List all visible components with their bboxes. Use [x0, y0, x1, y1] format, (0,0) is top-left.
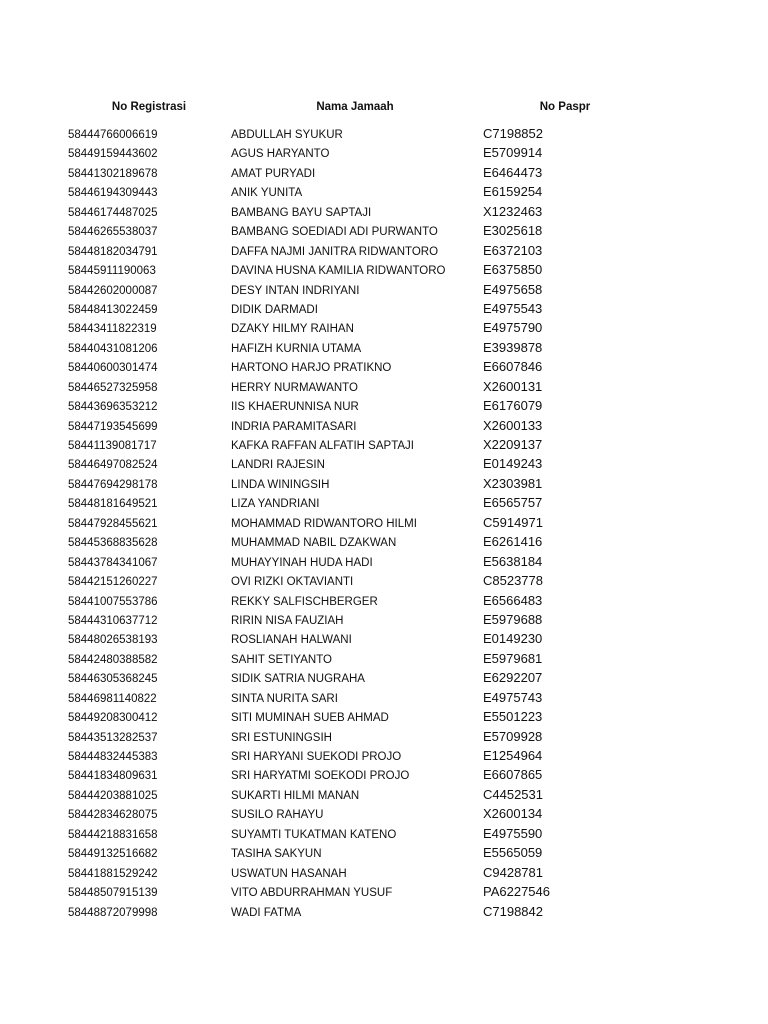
cell-nama-jamaah: AMAT PURYADI — [231, 167, 316, 180]
cell-no-registrasi: 58447694298178 — [68, 478, 158, 491]
cell-no-paspor: C7198842 — [483, 903, 543, 919]
table-row — [0, 613, 768, 632]
table-row — [0, 827, 768, 846]
cell-no-registrasi: 58441139081717 — [68, 440, 157, 452]
cell-no-paspor: E0149230 — [483, 631, 543, 647]
table-row — [0, 341, 768, 360]
cell-no-paspor: X2303981 — [483, 475, 543, 491]
cell-no-registrasi: 58443696353212 — [68, 401, 158, 414]
cell-nama-jamaah: SRI ESTUNINGSIH — [231, 731, 332, 744]
table-row — [0, 905, 768, 924]
cell-nama-jamaah: SRI HARYATMI SOEKODI PROJO — [231, 770, 410, 783]
cell-no-paspor: E4975590 — [483, 825, 543, 841]
table-row — [0, 535, 768, 554]
cell-no-paspor: PA6227546 — [483, 884, 550, 900]
cell-no-registrasi: 58448181649521 — [68, 498, 158, 511]
cell-nama-jamaah: REKKY SALFISCHBERGER — [231, 595, 378, 608]
cell-no-paspor: X1232463 — [483, 203, 543, 219]
cell-nama-jamaah: LINDA WININGSIH — [231, 478, 330, 491]
cell-nama-jamaah: OVI RIZKI OKTAVIANTI — [231, 576, 354, 589]
table-row — [0, 555, 768, 574]
table-row — [0, 807, 768, 826]
table-row — [0, 477, 768, 496]
cell-no-registrasi: 58442602000087 — [68, 284, 158, 297]
table-row — [0, 846, 768, 865]
cell-no-paspor: E6375850 — [483, 262, 543, 278]
cell-no-registrasi: 58442480388582 — [68, 653, 158, 666]
cell-nama-jamaah: ROSLIANAH HALWANI — [231, 634, 352, 647]
table-row — [0, 632, 768, 651]
cell-nama-jamaah: SUYAMTI TUKATMAN KATENO — [231, 828, 397, 841]
cell-nama-jamaah: MOHAMMAD RIDWANTORO HILMI — [231, 517, 417, 530]
table-row — [0, 652, 768, 671]
cell-no-registrasi: 58448507915139 — [68, 887, 158, 900]
cell-no-registrasi: 58446497082524 — [68, 459, 158, 472]
cell-nama-jamaah: TASIHA SAKYUN — [231, 848, 322, 861]
cell-no-paspor: E6607865 — [483, 767, 543, 783]
cell-no-registrasi: 58440431081206 — [68, 342, 158, 355]
table-row — [0, 788, 768, 807]
table-row — [0, 730, 768, 749]
table-body — [0, 127, 768, 924]
cell-nama-jamaah: AGUS HARYANTO — [231, 148, 330, 161]
cell-nama-jamaah: MUHAMMAD NABIL DZAKWAN — [231, 537, 397, 550]
cell-no-paspor: C8523778 — [483, 573, 543, 589]
cell-no-registrasi: 58449132516682 — [68, 848, 158, 861]
cell-no-paspor: E6607846 — [483, 359, 543, 375]
cell-no-paspor: X2600131 — [483, 378, 543, 394]
table-row — [0, 360, 768, 379]
cell-no-registrasi: 58444203881025 — [68, 789, 158, 802]
cell-nama-jamaah: ABDULLAH SYUKUR — [231, 129, 343, 141]
cell-no-registrasi: 58443784341067 — [68, 556, 158, 569]
cell-nama-jamaah: SINTA NURITA SARI — [231, 692, 338, 705]
table-row — [0, 768, 768, 787]
cell-no-registrasi: 58446194309443 — [68, 187, 158, 200]
cell-no-registrasi: 58441007553786 — [68, 595, 158, 608]
cell-nama-jamaah: VITO ABDURRAHMAN YUSUF — [231, 887, 393, 900]
cell-nama-jamaah: WADI FATMA — [231, 906, 302, 919]
cell-no-paspor: E3025618 — [483, 223, 543, 239]
cell-no-registrasi: 58447928455621 — [68, 517, 158, 530]
cell-no-paspor: C4452531 — [483, 786, 543, 802]
cell-no-registrasi: 58448413022459 — [68, 303, 158, 316]
table-row — [0, 380, 768, 399]
cell-nama-jamaah: BAMBANG SOEDIADI ADI PURWANTO — [231, 226, 438, 239]
cell-no-paspor: E6372103 — [483, 242, 543, 258]
cell-no-registrasi: 58449159443602 — [68, 148, 158, 161]
cell-nama-jamaah: LIZA YANDRIANI — [231, 498, 320, 511]
cell-no-registrasi: 58444218831658 — [68, 828, 158, 841]
cell-no-paspor: E6159254 — [483, 184, 543, 200]
cell-no-paspor: E6566483 — [483, 592, 543, 608]
cell-no-paspor: E6464473 — [483, 164, 543, 180]
cell-no-paspor: X2600134 — [483, 806, 543, 822]
table-row — [0, 399, 768, 418]
cell-no-paspor: E4975658 — [483, 281, 543, 297]
cell-no-registrasi: 58441881529242 — [68, 867, 158, 880]
cell-no-registrasi: 58441302189678 — [68, 167, 158, 180]
cell-nama-jamaah: HERRY NURMAWANTO — [231, 381, 358, 394]
cell-nama-jamaah: HAFIZH KURNIA UTAMA — [231, 342, 362, 355]
table-row — [0, 185, 768, 204]
cell-no-paspor: E5709914 — [483, 145, 543, 161]
table-row — [0, 496, 768, 515]
table-row — [0, 321, 768, 340]
table-header — [0, 101, 768, 117]
cell-nama-jamaah: KAFKA RAFFAN ALFATIH SAPTAJI — [231, 440, 414, 452]
cell-no-paspor: E4975543 — [483, 300, 543, 316]
cell-nama-jamaah: DIDIK DARMADI — [231, 303, 318, 316]
cell-no-registrasi: 58447193545699 — [68, 420, 158, 433]
table-row — [0, 127, 768, 146]
table-row — [0, 263, 768, 282]
cell-no-paspor: X2209137 — [483, 437, 543, 452]
cell-nama-jamaah: DAVINA HUSNA KAMILIA RIDWANTORO — [231, 265, 446, 278]
table-row — [0, 166, 768, 185]
cell-no-paspor: E6565757 — [483, 495, 543, 511]
table-row — [0, 244, 768, 263]
cell-no-registrasi: 58443513282537 — [68, 731, 158, 744]
cell-nama-jamaah: SIDIK SATRIA NUGRAHA — [231, 673, 365, 686]
cell-no-paspor: E4975743 — [483, 689, 543, 705]
cell-nama-jamaah: IIS KHAERUNNISA NUR — [231, 401, 359, 414]
cell-nama-jamaah: SUKARTI HILMI MANAN — [231, 789, 360, 802]
cell-no-registrasi: 58446527325958 — [68, 381, 158, 394]
cell-no-registrasi: 58443411822319 — [68, 323, 157, 336]
table-row — [0, 885, 768, 904]
table-row — [0, 749, 768, 768]
table-row — [0, 594, 768, 613]
cell-no-paspor: E5979688 — [483, 611, 543, 627]
cell-nama-jamaah: BAMBANG BAYU SAPTAJI — [231, 206, 372, 219]
cell-no-registrasi: 58440600301474 — [68, 362, 158, 375]
cell-no-registrasi: 58446981140822 — [68, 692, 157, 705]
cell-no-registrasi: 58441834809631 — [68, 770, 158, 783]
table-row — [0, 283, 768, 302]
table-row — [0, 866, 768, 885]
cell-no-paspor: E5979681 — [483, 650, 543, 666]
header-nama-jamaah: Nama Jamaah — [316, 101, 394, 113]
cell-no-paspor: E1254964 — [483, 748, 543, 763]
cell-no-paspor: E6176079 — [483, 398, 543, 414]
cell-no-registrasi: 58445368835628 — [68, 537, 158, 550]
cell-no-registrasi: 58442834628075 — [68, 809, 158, 822]
cell-no-registrasi: 58448182034791 — [68, 245, 158, 258]
cell-nama-jamaah: DESY INTAN INDRIYANI — [231, 284, 360, 297]
table-row — [0, 574, 768, 593]
cell-nama-jamaah: SAHIT SETIYANTO — [231, 653, 332, 666]
cell-nama-jamaah: INDRIA PARAMITASARI — [231, 420, 357, 433]
table-row — [0, 205, 768, 224]
cell-no-registrasi: 58448872079998 — [68, 906, 158, 919]
table-row — [0, 146, 768, 165]
cell-nama-jamaah: LANDRI RAJESIN — [231, 459, 325, 472]
cell-no-paspor: X2600133 — [483, 417, 543, 433]
cell-no-paspor: C7198852 — [483, 126, 543, 141]
table-row — [0, 302, 768, 321]
cell-nama-jamaah: HARTONO HARJO PRATIKNO — [231, 362, 392, 375]
cell-no-paspor: E4975790 — [483, 320, 543, 336]
cell-no-paspor: C5914971 — [483, 514, 543, 530]
table-row — [0, 457, 768, 476]
table-row — [0, 691, 768, 710]
header-no-registrasi: No Registrasi — [111, 101, 187, 113]
table-row — [0, 671, 768, 690]
cell-no-registrasi: 58442151260227 — [68, 576, 158, 589]
cell-nama-jamaah: SUSILO RAHAYU — [231, 809, 324, 822]
cell-no-paspor: E5709928 — [483, 728, 543, 744]
cell-no-paspor: E6261416 — [483, 534, 543, 550]
cell-no-paspor: E5501223 — [483, 709, 543, 725]
cell-nama-jamaah: DAFFA NAJMI JANITRA RIDWANTORO — [231, 245, 439, 258]
cell-no-registrasi: 58446265538037 — [68, 226, 158, 239]
header-no-paspor: No Paspr — [539, 101, 591, 113]
cell-no-registrasi: 58449208300412 — [68, 712, 158, 725]
cell-nama-jamaah: DZAKY HILMY RAIHAN — [231, 323, 354, 336]
cell-no-paspor: C9428781 — [483, 864, 543, 880]
table-row — [0, 438, 768, 457]
cell-no-paspor: E6292207 — [483, 670, 543, 686]
cell-no-registrasi: 58444766006619 — [68, 129, 158, 141]
table-row — [0, 224, 768, 243]
cell-nama-jamaah: MUHAYYINAH HUDA HADI — [231, 556, 373, 569]
cell-no-registrasi: 58444310637712 — [68, 614, 158, 627]
cell-nama-jamaah: SRI HARYANI SUEKODI PROJO — [231, 751, 402, 763]
cell-no-registrasi: 58444832445383 — [68, 751, 158, 763]
table-row — [0, 419, 768, 438]
cell-nama-jamaah: USWATUN HASANAH — [231, 867, 347, 880]
table-row — [0, 516, 768, 535]
cell-no-registrasi: 58446305368245 — [68, 673, 158, 686]
cell-no-registrasi: 58445911190063 — [68, 265, 156, 278]
cell-no-registrasi: 58448026538193 — [68, 634, 158, 647]
cell-nama-jamaah: RIRIN NISA FAUZIAH — [231, 614, 344, 627]
cell-no-paspor: E5565059 — [483, 845, 543, 861]
cell-no-registrasi: 58446174487025 — [68, 206, 158, 219]
cell-no-paspor: E3939878 — [483, 339, 543, 355]
cell-no-paspor: E0149243 — [483, 456, 543, 472]
table-row — [0, 710, 768, 729]
cell-nama-jamaah: SITI MUMINAH SUEB AHMAD — [231, 712, 389, 725]
cell-nama-jamaah: ANIK YUNITA — [231, 187, 303, 200]
cell-no-paspor: E5638184 — [483, 553, 543, 569]
